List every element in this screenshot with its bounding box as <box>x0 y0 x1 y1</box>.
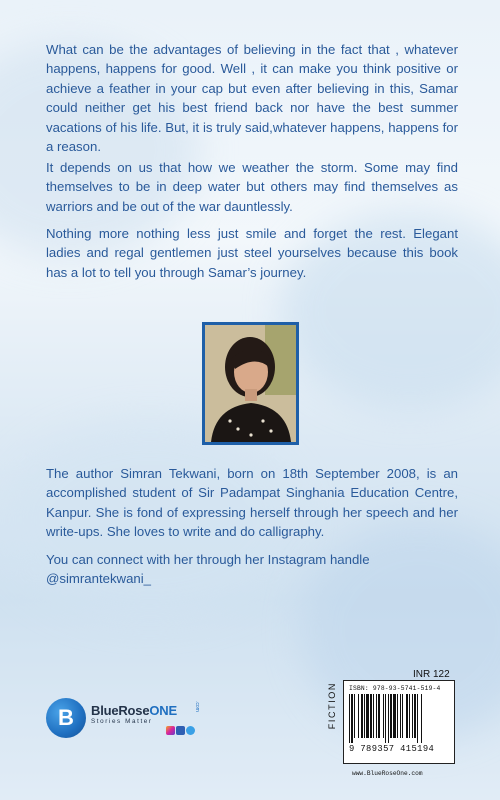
barcode-bar <box>390 694 392 738</box>
barcode-bar <box>358 694 359 738</box>
book-genre: FICTION <box>327 682 337 730</box>
barcode-bar <box>417 694 418 743</box>
barcode-bar <box>402 694 403 738</box>
author-photo <box>202 322 299 445</box>
author-connect-text: You can connect with her through her Instagram handle <box>46 552 370 567</box>
barcode-bar <box>385 694 386 743</box>
barcode-bars <box>349 694 449 743</box>
instagram-icon[interactable] <box>166 726 175 735</box>
barcode-bar <box>373 694 374 738</box>
publisher-name-part2: ONE <box>149 703 177 718</box>
facebook-icon[interactable] <box>176 726 185 735</box>
blurb-paragraph-1: What can be the advantages of believing in the fact that , whatever happens, happens for good. Well , it can make you think positive or achieve a feather in your cap but even after believing in this, Samar could neither get his best friend back nor have the best summer vacations of his life. But, it is truly said,whatever happens, happens for a reason. <box>46 42 458 155</box>
barcode-bar <box>366 694 369 738</box>
barcode-bar <box>383 694 384 738</box>
barcode-bar <box>354 694 355 738</box>
publisher-domain: .com <box>194 701 200 712</box>
barcode-bar <box>421 694 422 743</box>
publisher-logo <box>46 698 216 740</box>
isbn-text: ISBN: 978-93-5741-519-4 <box>349 685 441 692</box>
barcode-bar <box>388 694 389 743</box>
twitter-icon[interactable] <box>186 726 195 735</box>
barcode-bar <box>376 694 377 738</box>
barcode-bar <box>400 694 401 738</box>
isbn-barcode <box>343 680 455 764</box>
author-instagram-handle[interactable]: @simrantekwani_ <box>46 571 152 587</box>
barcode-number: 9 789357 415194 <box>349 744 435 754</box>
publisher-tagline: Stories Matter <box>91 718 153 725</box>
publisher-name-part1: BlueRose <box>91 703 150 718</box>
blurb-paragraph-3: Nothing more nothing less just smile and forget the rest. Elegant ladies and regal gentlemen just steel yourselves because this book has a lot to tell you through Samar’s journey. <box>46 226 458 280</box>
blurb-paragraph-2: It depends on us that how we weather the storm. Some may find themselves to be in deep water but others may find themselves as warriors and be out of the war dauntlessly. <box>46 160 458 214</box>
barcode-bar <box>349 694 350 743</box>
book-price: INR 122 <box>413 669 450 680</box>
author-bio: The author Simran Tekwani, born on 18th September 2008, is an accomplished student of Sir Padampat Singhania Education Centre, Kanpur. She is fond of expressing herself through her speech and her write-ups. She loves to write and do calligraphy. <box>46 466 458 540</box>
barcode-bar <box>397 694 398 738</box>
barcode-bar <box>414 694 416 738</box>
barcode-bar <box>412 694 413 738</box>
barcode-bar <box>393 694 396 738</box>
barcode-bar <box>370 694 372 738</box>
barcode-bar <box>361 694 363 738</box>
social-icons <box>166 726 196 735</box>
publisher-name <box>91 703 177 718</box>
barcode-bar <box>351 694 353 743</box>
publisher-logo-mark: B <box>46 698 86 738</box>
barcode-bar <box>409 694 410 738</box>
barcode-bar <box>364 694 365 738</box>
barcode-bar <box>406 694 408 738</box>
publisher-website[interactable]: www.BlueRoseOne.com <box>352 770 423 777</box>
barcode-bar <box>378 694 380 738</box>
author-connect <box>46 550 458 589</box>
